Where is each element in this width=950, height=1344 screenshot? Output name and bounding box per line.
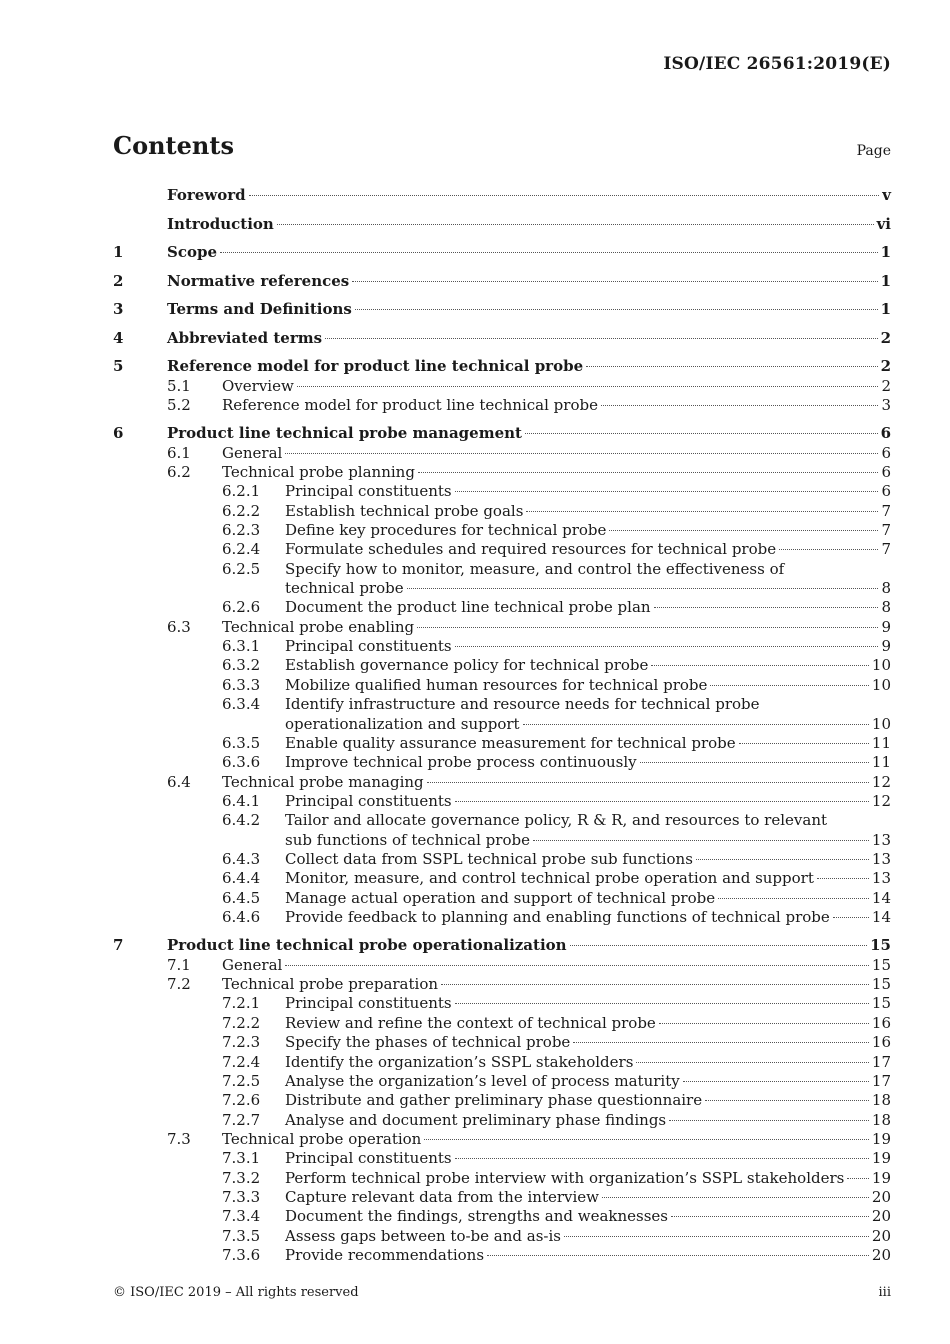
toc-entry[interactable] <box>113 540 891 559</box>
toc-entry-number: 7.2.4 <box>222 1052 261 1071</box>
dot-leader <box>533 839 869 841</box>
toc-entry-title: Perform technical probe interview with organization’s SSPL stakeholders <box>285 1168 845 1187</box>
toc-entry-page: 20 <box>871 1187 891 1206</box>
toc-entry-title: Product line technical probe management <box>167 424 522 443</box>
toc-entry-title: Principal constituents <box>285 791 452 810</box>
toc-entry-number: 6.3.3 <box>222 675 261 694</box>
toc-entry-number: 7.2.1 <box>222 994 261 1013</box>
toc-entry-page: 8 <box>881 579 891 598</box>
toc-entry[interactable] <box>113 1246 891 1265</box>
toc-entry-title: Normative references <box>167 271 350 290</box>
toc-entry[interactable] <box>113 185 891 206</box>
toc-entry[interactable] <box>113 869 891 888</box>
toc-entry-page: 13 <box>871 830 891 849</box>
toc-entry-title: Establish technical probe goals <box>285 501 524 520</box>
table-of-contents <box>113 185 891 1265</box>
toc-entry-number: 7.2 <box>167 975 191 994</box>
toc-entry-title: Distribute and gather preliminary phase questionnaire <box>285 1091 703 1110</box>
toc-entry[interactable] <box>113 811 891 850</box>
toc-entry-page: 8 <box>881 598 891 617</box>
toc-entry-number: 7.2.5 <box>222 1071 261 1090</box>
toc-entry-number: 7.3.1 <box>222 1149 261 1168</box>
toc-entry-page: 7 <box>881 521 891 540</box>
toc-entry-title: Principal constituents <box>285 994 452 1013</box>
dot-leader <box>570 944 868 946</box>
toc-entry[interactable] <box>113 463 891 482</box>
toc-entry[interactable] <box>113 637 891 656</box>
toc-entry-number: 6 <box>113 424 124 443</box>
toc-entry[interactable] <box>113 734 891 753</box>
toc-entry-title: Reference model for product line technical probe <box>222 395 598 414</box>
toc-entry[interactable] <box>113 935 891 956</box>
dot-leader <box>659 1022 869 1024</box>
toc-entry-title: Monitor, measure, and control technical probe operation and support <box>285 869 814 888</box>
toc-entry[interactable] <box>113 423 891 444</box>
dot-leader <box>297 385 879 387</box>
toc-entry[interactable] <box>113 908 891 927</box>
toc-entry-number: 6.1 <box>167 443 191 462</box>
dot-leader <box>671 1215 869 1217</box>
toc-entry-title: Document the product line technical probe plan <box>285 598 651 617</box>
toc-entry-title: sub functions of technical probe <box>285 830 530 849</box>
dot-leader <box>636 1061 869 1063</box>
toc-entry-title: Terms and Definitions <box>167 300 352 318</box>
toc-entry-page: 19 <box>871 1168 891 1187</box>
toc-entry-title: Enable quality assurance measurement for technical probe <box>285 733 736 752</box>
toc-entry-title: Overview <box>222 376 294 395</box>
toc-entry[interactable] <box>113 889 891 908</box>
dot-leader <box>523 723 869 725</box>
toc-entry-title: Technical probe operation <box>222 1129 422 1148</box>
toc-entry-title: Review and refine the context of technical probe <box>285 1013 656 1032</box>
toc-entry[interactable] <box>113 753 891 772</box>
toc-entry[interactable] <box>113 1111 891 1130</box>
toc-entry[interactable] <box>113 502 891 521</box>
toc-entry-title: General <box>222 443 283 462</box>
toc-entry-title: Technical probe enabling <box>222 617 415 636</box>
toc-entry[interactable] <box>113 598 891 617</box>
dot-leader <box>573 1041 869 1043</box>
toc-entry[interactable] <box>113 560 891 599</box>
toc-entry-page: 15 <box>870 936 891 955</box>
toc-entry-number: 7.3.2 <box>222 1168 261 1187</box>
toc-entry-page: 15 <box>871 955 891 974</box>
toc-entry-page: 20 <box>871 1226 891 1245</box>
toc-entry-page: 10 <box>871 714 891 733</box>
toc-entry[interactable] <box>113 396 891 415</box>
toc-entry-number: 6.4.4 <box>222 869 261 888</box>
toc-entry-page: 15 <box>871 994 891 1013</box>
toc-entry[interactable] <box>113 356 891 377</box>
dot-leader <box>817 877 869 879</box>
toc-entry-title: Specify the phases of technical probe <box>285 1033 571 1052</box>
dot-leader <box>455 800 869 802</box>
dot-leader <box>352 280 877 282</box>
toc-entry-page: 14 <box>871 888 891 907</box>
toc-entry-number: 6.2.5 <box>222 559 261 578</box>
toc-entry-number: 4 <box>113 328 124 347</box>
toc-entry[interactable] <box>113 695 891 734</box>
toc-entry[interactable] <box>113 521 891 540</box>
toc-entry-page: 15 <box>871 975 891 994</box>
toc-entry[interactable] <box>113 1053 891 1072</box>
toc-entry-page: 17 <box>871 1052 891 1071</box>
toc-entry[interactable] <box>113 792 891 811</box>
toc-entry-page: 2 <box>880 328 891 347</box>
toc-entry-page: 10 <box>871 656 891 675</box>
toc-entry-title: Analyse the organization’s level of process maturity <box>285 1071 680 1090</box>
toc-entry-title: Improve technical probe process continuously <box>285 753 637 772</box>
dot-leader <box>847 1177 869 1179</box>
toc-entry-number: 1 <box>113 243 124 261</box>
dot-leader <box>285 452 878 454</box>
dot-leader <box>285 964 869 966</box>
toc-entry-number: 6.3.1 <box>222 637 261 656</box>
toc-entry-number: 6.4.3 <box>222 849 261 868</box>
toc-entry[interactable] <box>113 482 891 501</box>
toc-entry[interactable] <box>113 1188 891 1207</box>
toc-entry[interactable] <box>113 1091 891 1110</box>
toc-entry-title: Identify the organization’s SSPL stakeholders <box>285 1052 634 1071</box>
toc-entry-number: 6.3.6 <box>222 753 261 772</box>
dot-leader <box>710 684 869 686</box>
toc-entry[interactable] <box>113 676 891 695</box>
dot-leader <box>586 365 877 367</box>
toc-entry-number: 6.4.5 <box>222 888 261 907</box>
toc-entry-number: 6.3 <box>167 617 191 636</box>
toc-entry-page: 1 <box>880 300 891 318</box>
toc-entry-page: 2 <box>881 376 891 395</box>
contents-title: Contents <box>113 131 234 160</box>
dot-leader <box>564 1235 869 1237</box>
toc-entry-number: 7.2.7 <box>222 1110 261 1129</box>
toc-entry-page: 19 <box>871 1149 891 1168</box>
toc-entry-page: 14 <box>871 907 891 926</box>
toc-entry[interactable] <box>113 328 891 349</box>
toc-entry-page: 11 <box>871 753 891 772</box>
toc-entry[interactable] <box>113 271 891 292</box>
toc-entry[interactable] <box>113 1033 891 1052</box>
toc-entry-page: 20 <box>871 1245 891 1264</box>
toc-entry-number: 6.2 <box>167 463 191 482</box>
toc-entry-number: 7.2.2 <box>222 1013 261 1032</box>
dot-leader <box>718 897 869 899</box>
toc-entry-number: 6.2.1 <box>222 482 261 501</box>
toc-entry-title: Scope <box>167 243 218 261</box>
toc-entry-number: 7.2.6 <box>222 1091 261 1110</box>
toc-entry-title: Document the findings, strengths and weaknesses <box>285 1207 668 1226</box>
toc-entry-page: 6 <box>880 424 891 443</box>
toc-entry-page: vi <box>876 214 891 233</box>
page-number: iii <box>878 1285 891 1300</box>
toc-entry-title: Define key procedures for technical probe <box>285 521 607 540</box>
toc-entry[interactable] <box>113 1130 891 1149</box>
toc-entry-page: 18 <box>871 1091 891 1110</box>
toc-entry[interactable] <box>113 975 891 994</box>
toc-entry-title: Mobilize qualified human resources for technical probe <box>285 675 708 694</box>
dot-leader <box>424 1138 869 1140</box>
toc-entry-page: 6 <box>881 443 891 462</box>
toc-entry-page: 2 <box>880 357 891 375</box>
document-header: ISO/IEC 26561:2019(E) <box>663 54 891 74</box>
toc-entry-title: Tailor and allocate governance policy, R & R, and resources to relevant <box>285 811 828 830</box>
toc-entry-title: Technical probe planning <box>222 463 415 482</box>
dot-leader <box>455 490 879 492</box>
dot-leader <box>325 337 877 339</box>
toc-entry-number: 7.3.6 <box>222 1245 261 1264</box>
toc-entry-title: Reference model for product line technical probe <box>167 357 584 375</box>
dot-leader <box>487 1254 869 1256</box>
dot-leader <box>525 432 878 434</box>
toc-entry-page: 17 <box>871 1071 891 1090</box>
toc-entry-page: 18 <box>871 1110 891 1129</box>
toc-entry[interactable] <box>113 656 891 675</box>
toc-entry-page: 6 <box>881 463 891 482</box>
dot-leader <box>669 1119 869 1121</box>
toc-entry-title: General <box>222 955 283 974</box>
toc-entry-number: 3 <box>113 300 124 318</box>
toc-entry-number: 5.2 <box>167 395 191 414</box>
toc-entry-page: 20 <box>871 1207 891 1226</box>
toc-entry[interactable] <box>113 956 891 975</box>
dot-leader <box>455 645 879 647</box>
toc-entry-page: 6 <box>881 482 891 501</box>
toc-entry-number: 6.3.4 <box>222 695 261 714</box>
toc-entry-number: 6.4.6 <box>222 907 261 926</box>
dot-leader <box>249 194 880 196</box>
toc-entry-title: Assess gaps between to-be and as-is <box>285 1226 561 1245</box>
dot-leader <box>602 1196 869 1198</box>
dot-leader <box>696 858 869 860</box>
toc-entry-title: Capture relevant data from the interview <box>285 1187 600 1206</box>
toc-entry-number: 6.2.3 <box>222 521 261 540</box>
toc-entry-page: 3 <box>881 395 891 414</box>
toc-entry-page: 9 <box>881 637 891 656</box>
dot-leader <box>640 761 869 763</box>
page-column-label: Page <box>856 143 891 159</box>
toc-entry-title: Specify how to monitor, measure, and control the effectiveness of <box>285 559 785 578</box>
toc-entry[interactable] <box>113 377 891 396</box>
toc-entry[interactable] <box>113 994 891 1013</box>
toc-entry[interactable] <box>113 1014 891 1033</box>
toc-entry-title: Introduction <box>167 214 274 233</box>
toc-entry[interactable] <box>113 850 891 869</box>
toc-entry-title: Principal constituents <box>285 482 452 501</box>
toc-entry-number: 7.2.3 <box>222 1033 261 1052</box>
dot-leader <box>427 781 869 783</box>
dot-leader <box>526 510 878 512</box>
toc-entry-number: 7.1 <box>167 955 191 974</box>
toc-entry-title: Technical probe preparation <box>222 975 439 994</box>
toc-entry-title: Principal constituents <box>285 637 452 656</box>
toc-entry-page: 12 <box>871 791 891 810</box>
toc-entry-page: 19 <box>871 1129 891 1148</box>
toc-entry[interactable] <box>113 299 891 320</box>
toc-entry-number: 6.4.1 <box>222 791 261 810</box>
toc-entry-number: 6.2.2 <box>222 501 261 520</box>
toc-entry-page: 12 <box>871 772 891 791</box>
toc-entry-page: 1 <box>880 271 891 290</box>
toc-entry-number: 7.3.4 <box>222 1207 261 1226</box>
toc-entry-title: Collect data from SSPL technical probe sub functions <box>285 849 693 868</box>
toc-entry-title: Abbreviated terms <box>167 328 323 347</box>
dot-leader <box>441 983 869 985</box>
toc-entry-number: 5 <box>113 357 124 375</box>
dot-leader <box>651 664 868 666</box>
toc-entry-title: Establish governance policy for technical probe <box>285 656 649 675</box>
dot-leader <box>455 1157 869 1159</box>
dot-leader <box>407 587 879 589</box>
toc-entry-title: Identify infrastructure and resource needs for technical probe <box>285 695 760 714</box>
toc-entry-page: 10 <box>871 675 891 694</box>
toc-entry-title: technical probe <box>285 579 404 598</box>
toc-entry-page: 11 <box>871 733 891 752</box>
toc-entry[interactable] <box>113 1227 891 1246</box>
toc-entry[interactable] <box>113 242 891 263</box>
dot-leader <box>601 404 879 406</box>
toc-entry-page: 16 <box>871 1033 891 1052</box>
dot-leader <box>654 606 879 608</box>
toc-entry-number: 6.3.5 <box>222 733 261 752</box>
toc-entry-number: 6.2.4 <box>222 540 261 559</box>
dot-leader <box>683 1080 869 1082</box>
toc-entry-number: 6.4.2 <box>222 811 261 830</box>
toc-entry[interactable] <box>113 618 891 637</box>
toc-entry-number: 6.3.2 <box>222 656 261 675</box>
dot-leader <box>705 1099 869 1101</box>
dot-leader <box>277 223 874 225</box>
toc-entry-page: 9 <box>881 617 891 636</box>
dot-leader <box>833 916 869 918</box>
toc-entry[interactable] <box>113 1169 891 1188</box>
copyright-footer: © ISO/IEC 2019 – All rights reserved <box>113 1285 359 1300</box>
toc-entry-page: 16 <box>871 1013 891 1032</box>
dot-leader <box>455 1002 869 1004</box>
toc-entry[interactable] <box>113 214 891 235</box>
dot-leader <box>739 742 869 744</box>
toc-entry-number: 7 <box>113 936 124 955</box>
dot-leader <box>417 626 878 628</box>
toc-entry-title: Analyse and document preliminary phase findings <box>285 1110 667 1129</box>
dot-leader <box>418 471 879 473</box>
toc-entry-title: Formulate schedules and required resources for technical probe <box>285 540 777 559</box>
toc-entry-number: 7.3 <box>167 1129 191 1148</box>
toc-entry-title: Product line technical probe operationalization <box>167 936 567 955</box>
toc-entry[interactable] <box>113 1072 891 1091</box>
toc-entry-number: 6.4 <box>167 772 191 791</box>
toc-entry-page: 7 <box>881 501 891 520</box>
toc-entry-number: 2 <box>113 271 124 290</box>
dot-leader <box>609 529 878 531</box>
toc-entry-page: 13 <box>871 869 891 888</box>
toc-entry-number: 7.3.3 <box>222 1187 261 1206</box>
toc-entry-page: 7 <box>881 540 891 559</box>
toc-entry[interactable] <box>113 444 891 463</box>
toc-entry-number: 7.3.5 <box>222 1226 261 1245</box>
toc-entry-page: 13 <box>871 849 891 868</box>
toc-entry-title: Provide recommendations <box>285 1245 485 1264</box>
toc-entry-title: Principal constituents <box>285 1149 452 1168</box>
toc-entry[interactable] <box>113 1149 891 1168</box>
toc-entry-number: 5.1 <box>167 376 191 395</box>
toc-entry-title: Foreword <box>167 186 246 204</box>
toc-entry-page: v <box>882 186 891 204</box>
dot-leader <box>779 548 878 550</box>
dot-leader <box>355 308 878 310</box>
toc-entry[interactable] <box>113 773 891 792</box>
toc-entry-number: 6.2.6 <box>222 598 261 617</box>
dot-leader <box>220 251 878 253</box>
toc-entry-title: Provide feedback to planning and enabling functions of technical probe <box>285 907 830 926</box>
toc-entry-title: operationalization and support <box>285 714 520 733</box>
toc-entry[interactable] <box>113 1207 891 1226</box>
toc-entry-title: Manage actual operation and support of technical probe <box>285 888 716 907</box>
toc-entry-page: 1 <box>880 243 891 261</box>
toc-entry-title: Technical probe managing <box>222 772 424 791</box>
